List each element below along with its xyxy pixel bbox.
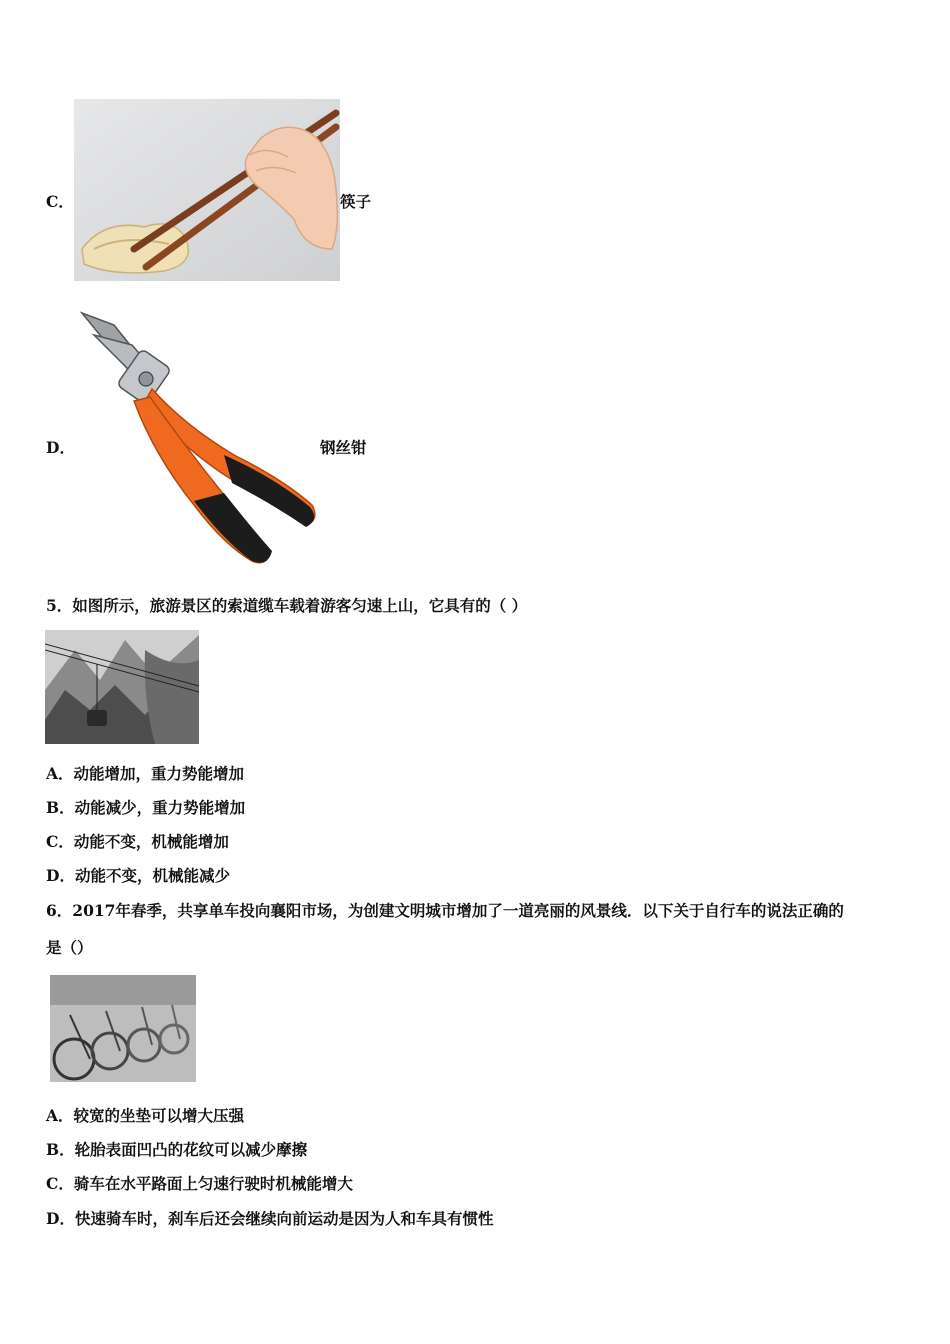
option-d-letter: D． [46,438,75,457]
q5-option-c: C．动能不变，机械能增加 [46,832,229,851]
option-c-letter: C． [46,192,74,211]
q6-option-a: A．较宽的坐垫可以增大压强 [46,1106,245,1125]
q5-option-d: D．动能不变，机械能减少 [46,866,230,885]
pliers-image [74,305,320,567]
q6-stem-line1: 6．2017年春季，共享单车投向襄阳市场，为创建文明城市增加了一道亮丽的风景线．以下关于自行车的说法正确的 [46,901,844,920]
q5-option-a: A．动能增加，重力势能增加 [46,764,245,783]
q5-option-b: B．动能减少，重力势能增加 [46,798,246,817]
chopsticks-image [74,99,340,281]
q6-option-c: C．骑车在水平路面上匀速行驶时机械能增大 [46,1174,353,1193]
cable-car-image [45,630,199,744]
option-d-caption: 钢丝钳 [320,438,367,457]
q6-stem-line2: 是（） [46,938,93,957]
q5-stem: 5．如图所示，旅游景区的索道缆车载着游客匀速上山，它具有的（ ） [46,596,528,615]
option-c-caption: 筷子 [340,192,372,211]
q6-option-b: B．轮胎表面凹凸的花纹可以减少摩擦 [46,1140,308,1159]
q6-option-d: D．快速骑车时，刹车后还会继续向前运动是因为人和车具有惯性 [46,1209,494,1228]
shared-bikes-image [50,975,196,1082]
